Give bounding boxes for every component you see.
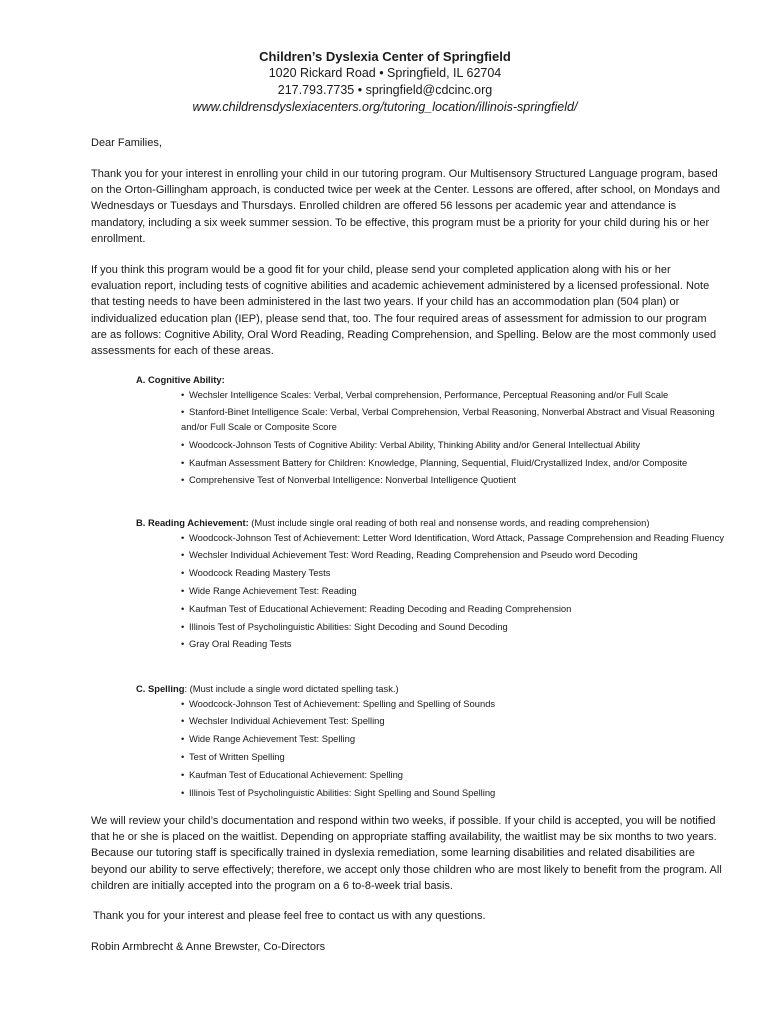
list-item: • Test of Written Spelling [181, 750, 285, 762]
section-heading-line [136, 682, 726, 697]
list-item: • Woodcock-Johnson Test of Achievement: Spelling and Spelling of Sounds [181, 697, 496, 709]
list-item: • Kaufman Assessment Battery for Children: Knowledge, Planning, Sequential, Fluid/Crystallized Index, and/or Composite [181, 456, 688, 468]
section-heading: C. Spelling [136, 683, 185, 694]
section-heading-line [136, 516, 726, 531]
org-name: Children’s Dyslexia Center of Springfield [259, 49, 511, 64]
paragraph-intro: Thank you for your interest in enrolling your child in our tutoring program. Our Multisensory Structured Language program, based on the Orton-Gillingham approach, is conducted twice per week at the Center. Lessons are offered, after school, on Mondays and Wednesdays or Tuesdays and Thursdays. Enrolled children are offered 56 lessons per academic year and attendance is mandatory, including a six week summer session. To be effective, this program must be a priority for your child during his or her enrollment. [91, 168, 720, 245]
list-item: • Wide Range Achievement Test: Spelling [181, 733, 356, 745]
list-item-text: Comprehensive Test of Nonverbal Intelligence: Nonverbal Intelligence Quotient [189, 474, 517, 486]
list-item: • Wide Range Achievement Test: Reading [181, 584, 357, 596]
list-item: • Woodcock-Johnson Test of Achievement: Letter Word Identification, Word Attack, Passage Comprehension and Reading Fluency [181, 531, 725, 543]
list-item: • Wechsler Individual Achievement Test: Word Reading, Reading Comprehension and Pseudo word Decoding [181, 549, 638, 561]
list-item-text: Gray Oral Reading Tests [189, 638, 292, 650]
list-item: • Illinois Test of Psycholinguistic Abilities: Sight Decoding and Sound Decoding [181, 620, 508, 632]
list-item-text: Wide Range Achievement Test: Reading [189, 584, 357, 596]
list-item-text: Woodcock Reading Mastery Tests [189, 567, 331, 579]
list-item-text: Woodcock-Johnson Test of Achievement: Spelling and Spelling of Sounds [189, 697, 496, 709]
assessment-list [136, 697, 726, 801]
list-item-text: Kaufman Test of Educational Achievement: Spelling [189, 768, 404, 780]
list-item: • Illinois Test of Psycholinguistic Abilities: Sight Spelling and Sound Spelling [181, 786, 496, 798]
list-item: • Kaufman Test of Educational Achievement: Reading Decoding and Reading Comprehension [181, 602, 572, 614]
list-item-text: Kaufman Test of Educational Achievement: Reading Decoding and Reading Comprehension [189, 602, 572, 614]
salutation: Dear Families, [91, 137, 162, 149]
letterhead [0, 48, 770, 116]
list-item: • Gray Oral Reading Tests [181, 638, 292, 650]
list-item: • Wechsler Individual Achievement Test: Spelling [181, 715, 385, 727]
list-item: • Woodcock-Johnson Tests of Cognitive Ability: Verbal Ability, Thinking Ability and/or General Intellectual Ability [181, 438, 641, 450]
list-item: • Wechsler Intelligence Scales: Verbal, Verbal comprehension, Performance, Perceptual Reasoning and/or Full Scale [181, 388, 669, 400]
section-spelling [136, 682, 726, 803]
list-item-text: Illinois Test of Psycholinguistic Abilities: Sight Decoding and Sound Decoding [189, 620, 508, 632]
list-item-text: Kaufman Assessment Battery for Children: Knowledge, Planning, Sequential, Fluid/Crystallized Index, and/or Composite [189, 456, 688, 468]
org-website[interactable]: www.childrensdyslexiacenters.org/tutoring_location/illinois-springfield/ [192, 100, 578, 114]
list-item-text: Wechsler Individual Achievement Test: Spelling [189, 715, 385, 727]
section-reading-achievement [136, 516, 726, 655]
list-item-text: Woodcock-Johnson Test of Achievement: Letter Word Identification, Word Attack, Passage Comprehension and Reading Fluency [189, 531, 725, 543]
section-heading-line [136, 373, 726, 388]
list-item-text: Woodcock-Johnson Tests of Cognitive Ability: Verbal Ability, Thinking Ability and/or General Intellectual Ability [189, 438, 641, 450]
section-heading: A. Cognitive Ability: [136, 374, 225, 385]
list-item-text: Stanford-Binet Intelligence Scale: Verbal, Verbal Comprehension, Verbal Reasoning, Nonverbal Abstract and Visual Reasoning and/or Full Scale or Composite Score [181, 406, 715, 432]
list-item: • Kaufman Test of Educational Achievement: Spelling [181, 768, 404, 780]
list-item-text: Wide Range Achievement Test: Spelling [189, 733, 356, 745]
section-heading: B. Reading Achievement: [136, 517, 249, 528]
list-item: • Comprehensive Test of Nonverbal Intelligence: Nonverbal Intelligence Quotient [181, 474, 517, 486]
list-item-text: Illinois Test of Psycholinguistic Abilities: Sight Spelling and Sound Spelling [189, 786, 496, 798]
signature: Robin Armbrecht & Anne Brewster, Co-Directors [91, 941, 326, 953]
org-contact: 217.793.7735 • springfield@cdcinc.org [277, 83, 493, 97]
section-note: : (Must include a single word dictated spelling task.) [184, 683, 399, 694]
section-cognitive-ability [136, 373, 726, 491]
paragraph-requirements: If you think this program would be a good fit for your child, please send your completed application along with his or her evaluation report, including tests of cognitive abilities and academic achievement administered by a licensed professional. Note that testing needs to have been administered in the last two years. If your child has an accommodation plan (504 plan) or individualized education plan (IEP), please send that, too. The four required areas of assessment for admission to our program are as follows: Cognitive Ability, Oral Word Reading, Reading Comprehension, and Spelling. Below are the most commonly used assessments for each of these areas. [91, 264, 717, 358]
list-item-text: Wechsler Intelligence Scales: Verbal, Verbal comprehension, Performance, Perceptual Reasoning and/or Full Scale [189, 388, 669, 400]
org-address: 1020 Rickard Road • Springfield, IL 62704 [268, 66, 502, 80]
list-item-text: Test of Written Spelling [189, 750, 285, 762]
paragraph-review-process: We will review your child’s documentation and respond within two weeks, if possible. If your child is accepted, you will be notified that he or she is placed on the waitlist. Depending on appropriate staffing availability, the waitlist may be six months to two years. Because our tutoring staff is specifically trained in dyslexia remediation, some learning disabilities and related disabilities are beyond our ability to serve effectively; therefore, we accept only those children who are most likely to benefit from the program. All children are initially accepted into the program on a 6 to-8-week trial basis. [91, 815, 722, 892]
assessment-list [136, 531, 726, 652]
list-item: • Woodcock Reading Mastery Tests [181, 567, 331, 579]
list-item-text: Wechsler Individual Achievement Test: Word Reading, Reading Comprehension and Pseudo word Decoding [189, 549, 638, 561]
closing-line: Thank you for your interest and please feel free to contact us with any questions. [93, 910, 486, 922]
list-item: • Stanford-Binet Intelligence Scale: Verbal, Verbal Comprehension, Verbal Reasoning, Nonverbal Abstract and Visual Reasoning and/or Full Scale or Composite Score [181, 406, 715, 432]
section-note: (Must include single oral reading of both real and nonsense words, and reading comprehension) [248, 517, 650, 528]
assessment-list [136, 388, 726, 488]
